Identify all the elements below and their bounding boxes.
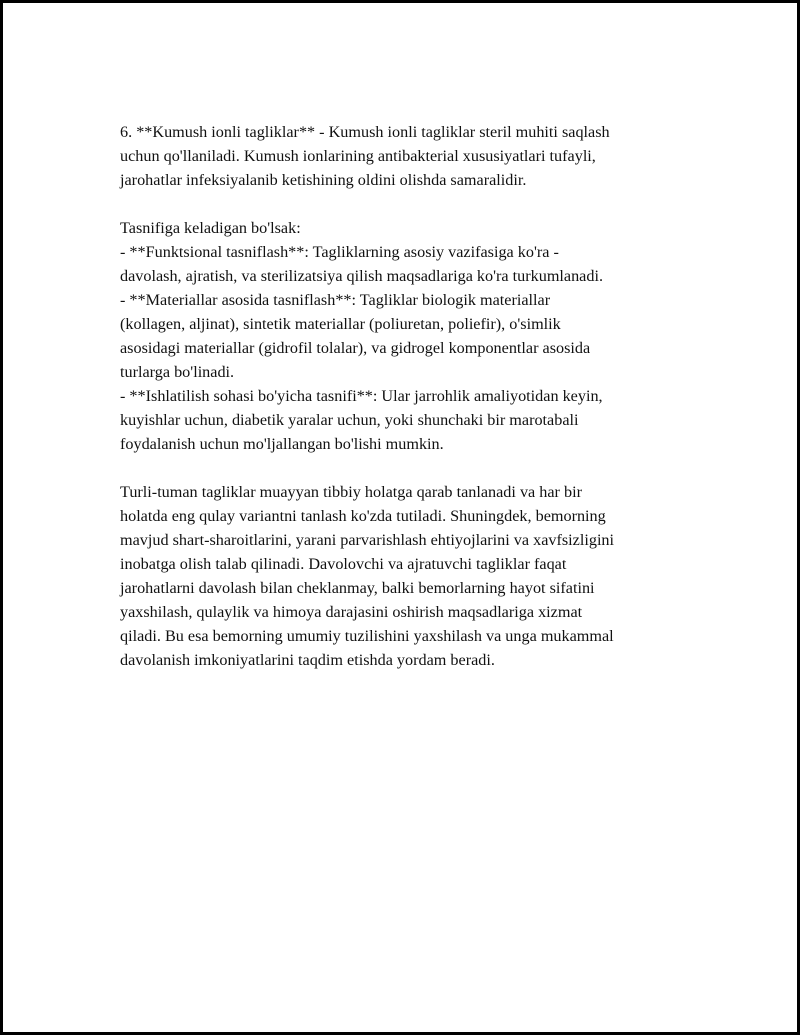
text-line: uchun qo'llaniladi. Kumush ionlarining antibakterial xususiyatlari tufayli, <box>120 147 596 165</box>
text-line: Turli-tuman tagliklar muayyan tibbiy holatga qarab tanlanadi va har bir <box>120 483 582 501</box>
text-line: - **Funktsional tasniflash**: Tagliklarning asosiy vazifasiga ko'ra - <box>120 243 559 261</box>
text-line: davolash, ajratish, va sterilizatsiya qilish maqsadlariga ko'ra turkumlanadi. <box>120 267 604 285</box>
paragraph-conclusion <box>120 480 692 672</box>
text-line: asosidagi materiallar (gidrofil tolalar), va gidrogel komponentlar asosida <box>120 339 591 357</box>
text-line: jarohatlarni davolash bilan cheklanmay, balki bemorlarning hayot sifatini <box>120 579 595 597</box>
text-line: inobatga olish talab qilinadi. Davolovchi va ajratuvchi tagliklar faqat <box>120 555 567 573</box>
text-line: yaxshilash, qulaylik va himoya darajasini oshirish maqsadlariga xizmat <box>120 603 583 621</box>
text-line: foydalanish uchun mo'ljallangan bo'lishi mumkin. <box>120 435 444 453</box>
text-line: holatda eng qulay variantni tanlash ko'zda tutiladi. Shuningdek, bemorning <box>120 507 606 525</box>
text-line: 6. **Kumush ionli tagliklar** - Kumush ionli tagliklar steril muhiti saqlash <box>120 123 610 141</box>
text-line: jarohatlar infeksiyalanib ketishining oldini olishda samaralidir. <box>120 171 527 189</box>
document-body <box>120 120 692 696</box>
text-line: - **Ishlatilish sohasi bo'yicha tasnifi**: Ular jarrohlik amaliyotidan keyin, <box>120 387 603 405</box>
text-line: turlarga bo'linadi. <box>120 363 235 381</box>
text-line: - **Materiallar asosida tasniflash**: Tagliklar biologik materiallar <box>120 291 551 309</box>
text-line: mavjud shart-sharoitlarini, yarani parvarishlash ehtiyojlarini va xavfsizligini <box>120 531 615 549</box>
text-line: Tasnifiga keladigan bo'lsak: <box>120 219 301 237</box>
text-line: kuyishlar uchun, diabetik yaralar uchun, yoki shunchaki bir marotabali <box>120 411 579 429</box>
paragraph-classification <box>120 216 692 456</box>
text-line: davolanish imkoniyatlarini taqdim etishda yordam beradi. <box>120 651 495 669</box>
text-line: qiladi. Bu esa bemorning umumiy tuzilishini yaxshilash va unga mukammal <box>120 627 614 645</box>
text-line: (kollagen, aljinat), sintetik materiallar (poliuretan, poliefir), o'simlik <box>120 315 561 333</box>
paragraph-silver-ion-dressings <box>120 120 692 192</box>
